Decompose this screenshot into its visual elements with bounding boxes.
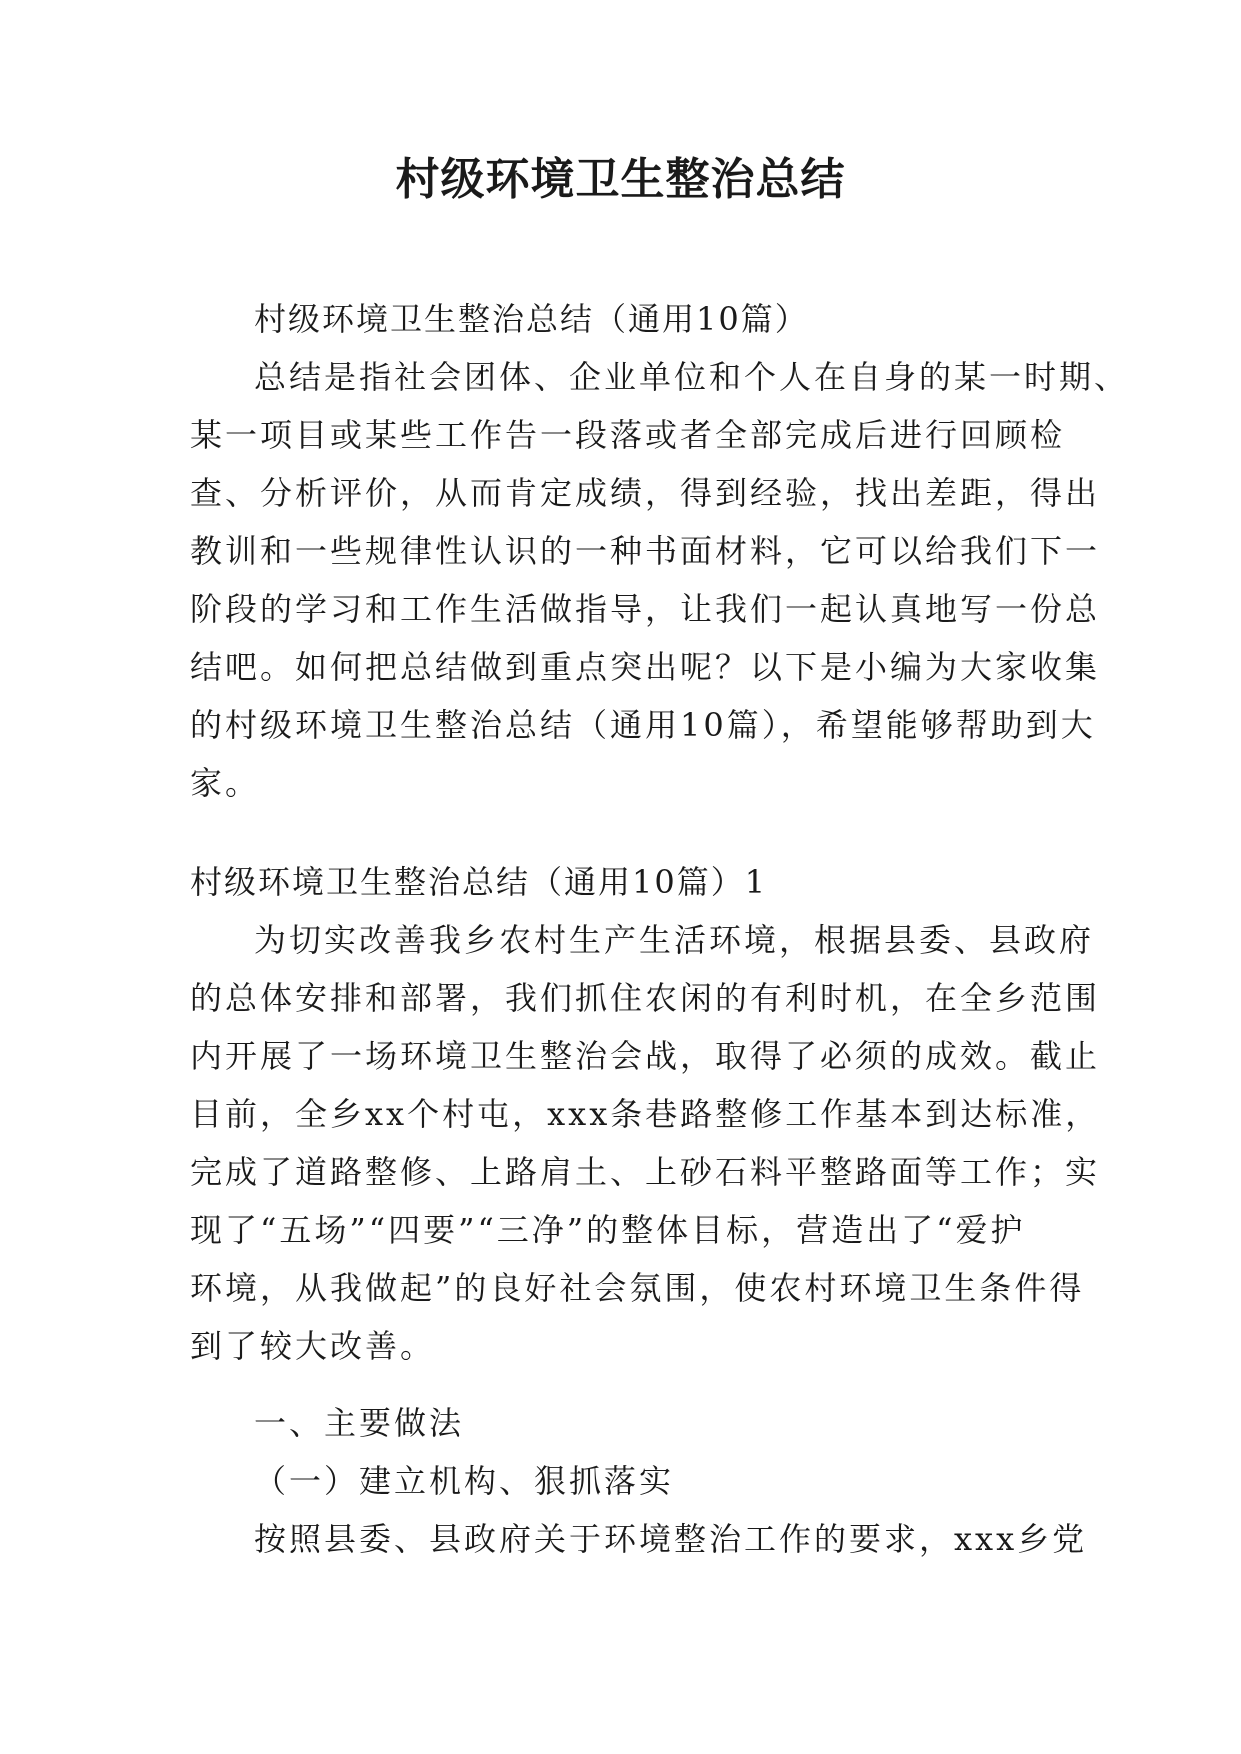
main-practices-heading: 一、主要做法: [254, 1404, 465, 1442]
intro-line: 家。: [190, 764, 261, 802]
section-line: 环境，从我做起”的良好社会氛围，使农村环境卫生条件得: [190, 1269, 1085, 1307]
intro-line: 阶段的学习和工作生活做指导，让我们一起认真地写一份总: [190, 590, 1101, 628]
subsection-heading: （一）建立机构、狠抓落实: [254, 1462, 675, 1500]
document-subtitle: 村级环境卫生整治总结（通用10篇）: [254, 300, 809, 338]
intro-line: 教训和一些规律性认识的一种书面材料，它可以给我们下一: [190, 532, 1101, 570]
intro-line: 查、分析评价，从而肯定成绩，得到经验，找出差距，得出: [190, 474, 1101, 512]
intro-line: 的村级环境卫生整治总结（通用10篇），希望能够帮助到大: [190, 706, 1096, 744]
section-line: 目前，全乡xx个村屯，xxx条巷路整修工作基本到达标准，: [190, 1095, 1101, 1133]
intro-line: 结吧。如何把总结做到重点突出呢？以下是小编为大家收集: [190, 648, 1101, 686]
section-paragraph: [190, 911, 1101, 1375]
intro-paragraph: [190, 348, 1130, 812]
section-line: 完成了道路整修、上路肩土、上砂石料平整路面等工作；实: [190, 1153, 1101, 1191]
section-line: 内开展了一场环境卫生整治会战，取得了必须的成效。截止: [190, 1037, 1101, 1075]
document-title: 村级环境卫生整治总结: [395, 154, 846, 205]
section-line: 的总体安排和部署，我们抓住农闲的有利时机，在全乡范围: [190, 979, 1101, 1017]
section-line: 现了“五场”“四要”“三净”的整体目标，营造出了“爱护: [190, 1211, 1026, 1249]
section-line: 到了较大改善。: [190, 1327, 436, 1365]
continuation-line: 按照县委、县政府关于环境整治工作的要求，xxx乡党: [254, 1520, 1088, 1558]
section-heading: 村级环境卫生整治总结（通用10篇）1: [190, 863, 768, 901]
section-line: 为切实改善我乡农村生产生活环境，根据县委、县政府: [254, 921, 1095, 959]
intro-line: 总结是指社会团体、企业单位和个人在自身的某一时期、: [254, 358, 1130, 396]
intro-line: 某一项目或某些工作告一段落或者全部完成后进行回顾检: [190, 416, 1066, 454]
